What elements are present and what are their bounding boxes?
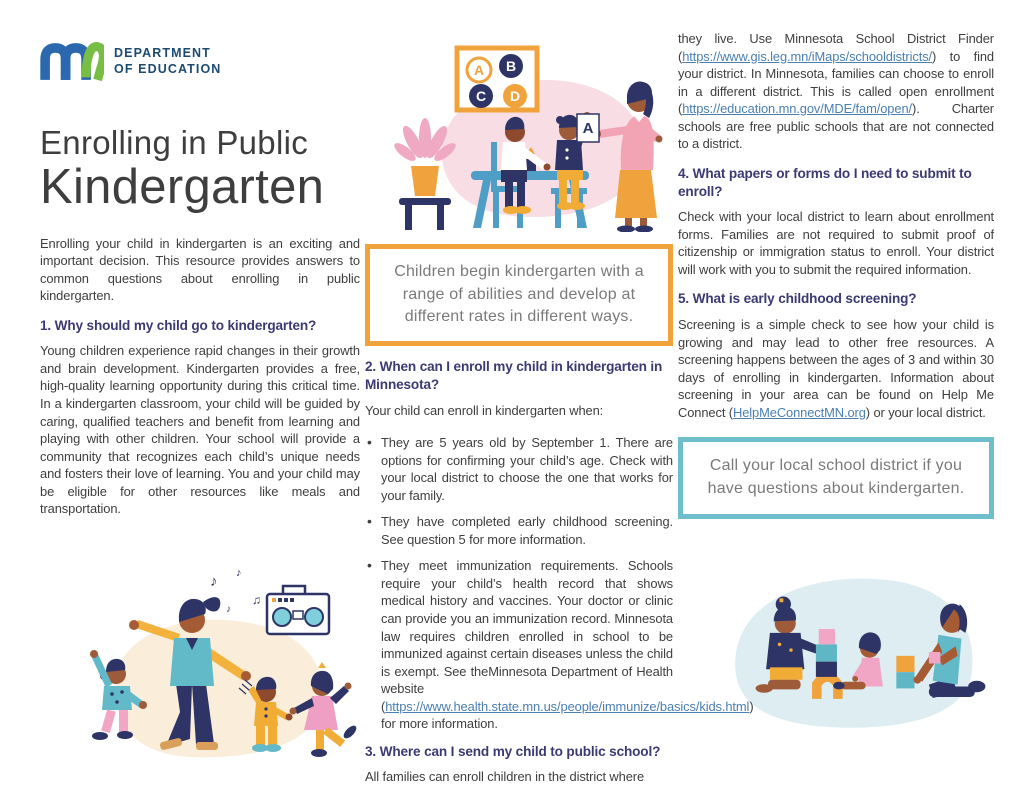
bullet-age: • They are 5 years old by September 1. There are options for confirming your child’s age. Check with your local district to choose the one that works for your family. [365, 434, 673, 504]
teal-callout-text: Call your local school district if you have questions about kindergarten. [707, 457, 965, 498]
bullet-immunization-text-end: ) for more information. [381, 698, 754, 732]
q5-text-end: ) or your local district. [865, 404, 986, 420]
right-column [678, 0, 994, 791]
question-2-bullet-list [365, 425, 754, 733]
logo-line2: OF EDUCATION [114, 62, 222, 76]
left-column [40, 0, 360, 791]
q3-text-mid: ) to find your district. In Minnesota, families can choose to enroll in a different district. This is called open enrollment ( [678, 48, 994, 117]
question-5-heading: 5. What is early childhood screening? [678, 291, 917, 307]
dance-bg-blob [115, 620, 323, 758]
bullet-immunization [365, 557, 754, 732]
q3-text: they live. Use Minnesota School District Finder ( [678, 31, 994, 64]
poster-letter-d: D [509, 88, 521, 104]
mn-state-logo-icon [40, 40, 104, 84]
question-3-heading: 3. Where can I send my child to public school? [365, 743, 661, 759]
page-title [40, 126, 360, 215]
question-1-body: Young children experience rapid changes in their growth and brain development. Kindergarten provides a free, high-quality learning opportunity during this critical time. In a kindergarten classroom, your child will be guided by caring, qualified teachers and benefit from learning and playing with other children. Your school will provide a community that recognizes each child’s unique needs and fosters their love of learning. You and your child may be eligible for other resources like meals and transportation. [40, 343, 360, 517]
logo-line1: DEPARTMENT [114, 46, 211, 61]
help-me-connect-link[interactable]: HelpMeConnectMN.org [733, 404, 866, 420]
abcd-poster [457, 48, 537, 110]
question-2-heading: 2. When can I enroll my child in kindergarten in Minnesota? [365, 359, 663, 392]
svg-text:♫: ♫ [252, 592, 261, 607]
classroom-scene-illustration [387, 20, 667, 232]
middle-column [365, 0, 754, 791]
question-2-lead: Your child can enroll in kindergarten when: [365, 402, 604, 418]
health-dept-link[interactable]: https://www.health.state.mn.us/people/immunize/basics/kids.html [385, 698, 750, 714]
district-finder-link[interactable]: https://www.gis.leg.mn/iMaps/schooldistricts/ [682, 48, 933, 64]
poster-letter-c: C [475, 88, 487, 104]
question-3-body-continued [678, 30, 994, 153]
block-stack-small [896, 656, 914, 689]
question-4-heading: 4. What papers or forms do I need to submit to enroll? [678, 165, 972, 199]
question-3-body-start: All families can enroll children in the district where [365, 769, 645, 785]
open-enrollment-link[interactable]: https://education.mn.gov/MDE/fam/open/ [682, 101, 912, 117]
q5-text: Screening is a simple check to see how your child is growing and may lead to other free resources. A screening happens between the ages of 3 and within 30 days of enrolling in kindergarten. Information about screening in your area can be found on Help Me Connect ( [678, 317, 994, 420]
svg-text:♪: ♪ [226, 603, 231, 615]
bullet-screening: • They have completed early childhood screening. See question 5 for more information. [365, 513, 673, 548]
orange-callout-text: Children begin kindergarten with a range of abilities and develop at different rates in different ways. [394, 263, 644, 326]
svg-text:♪: ♪ [210, 572, 218, 590]
title-line1: Enrolling in Public [40, 124, 309, 161]
svg-text:♪: ♪ [236, 566, 242, 579]
boombox-icon [267, 586, 329, 634]
flashcard-letter: A [582, 120, 594, 137]
question-1-heading: 1. Why should my child go to kindergarten? [40, 317, 317, 333]
teal-callout-box [678, 437, 994, 518]
dance-scene-illustration [40, 534, 360, 772]
mde-logo [40, 40, 360, 84]
bullet-immunization-text: They meet immunization requirements. Schools require your child’s health record that shows medical history and vaccines. Your doctor or clinic can provide you an immunization record. Minnesota law requires children enrolled in school to be immunized against certain diseases unless the child is exempt. See theMinnesota Department of Health website ( [381, 558, 673, 714]
question-4-body: Check with your local district to learn about enrollment forms. Families are not required to submit proof of citizenship or immigration status to enroll. Your district will work with you to submit the required information. [678, 209, 994, 277]
poster-letter-a: A [473, 62, 485, 78]
intro-paragraph: Enrolling your child in kindergarten is an exciting and important decision. This resource provides answers to common questions about enrolling in public kindergarten. [40, 235, 360, 304]
logo-wordmark [114, 46, 221, 77]
title-line2: Kindergarten [40, 159, 325, 214]
poster-letter-b: B [505, 58, 517, 74]
orange-callout-box [365, 244, 673, 346]
question-5-body [678, 316, 994, 421]
q3-text-end: ). Charter schools are free public schools that are not connected to a district. [678, 101, 994, 152]
